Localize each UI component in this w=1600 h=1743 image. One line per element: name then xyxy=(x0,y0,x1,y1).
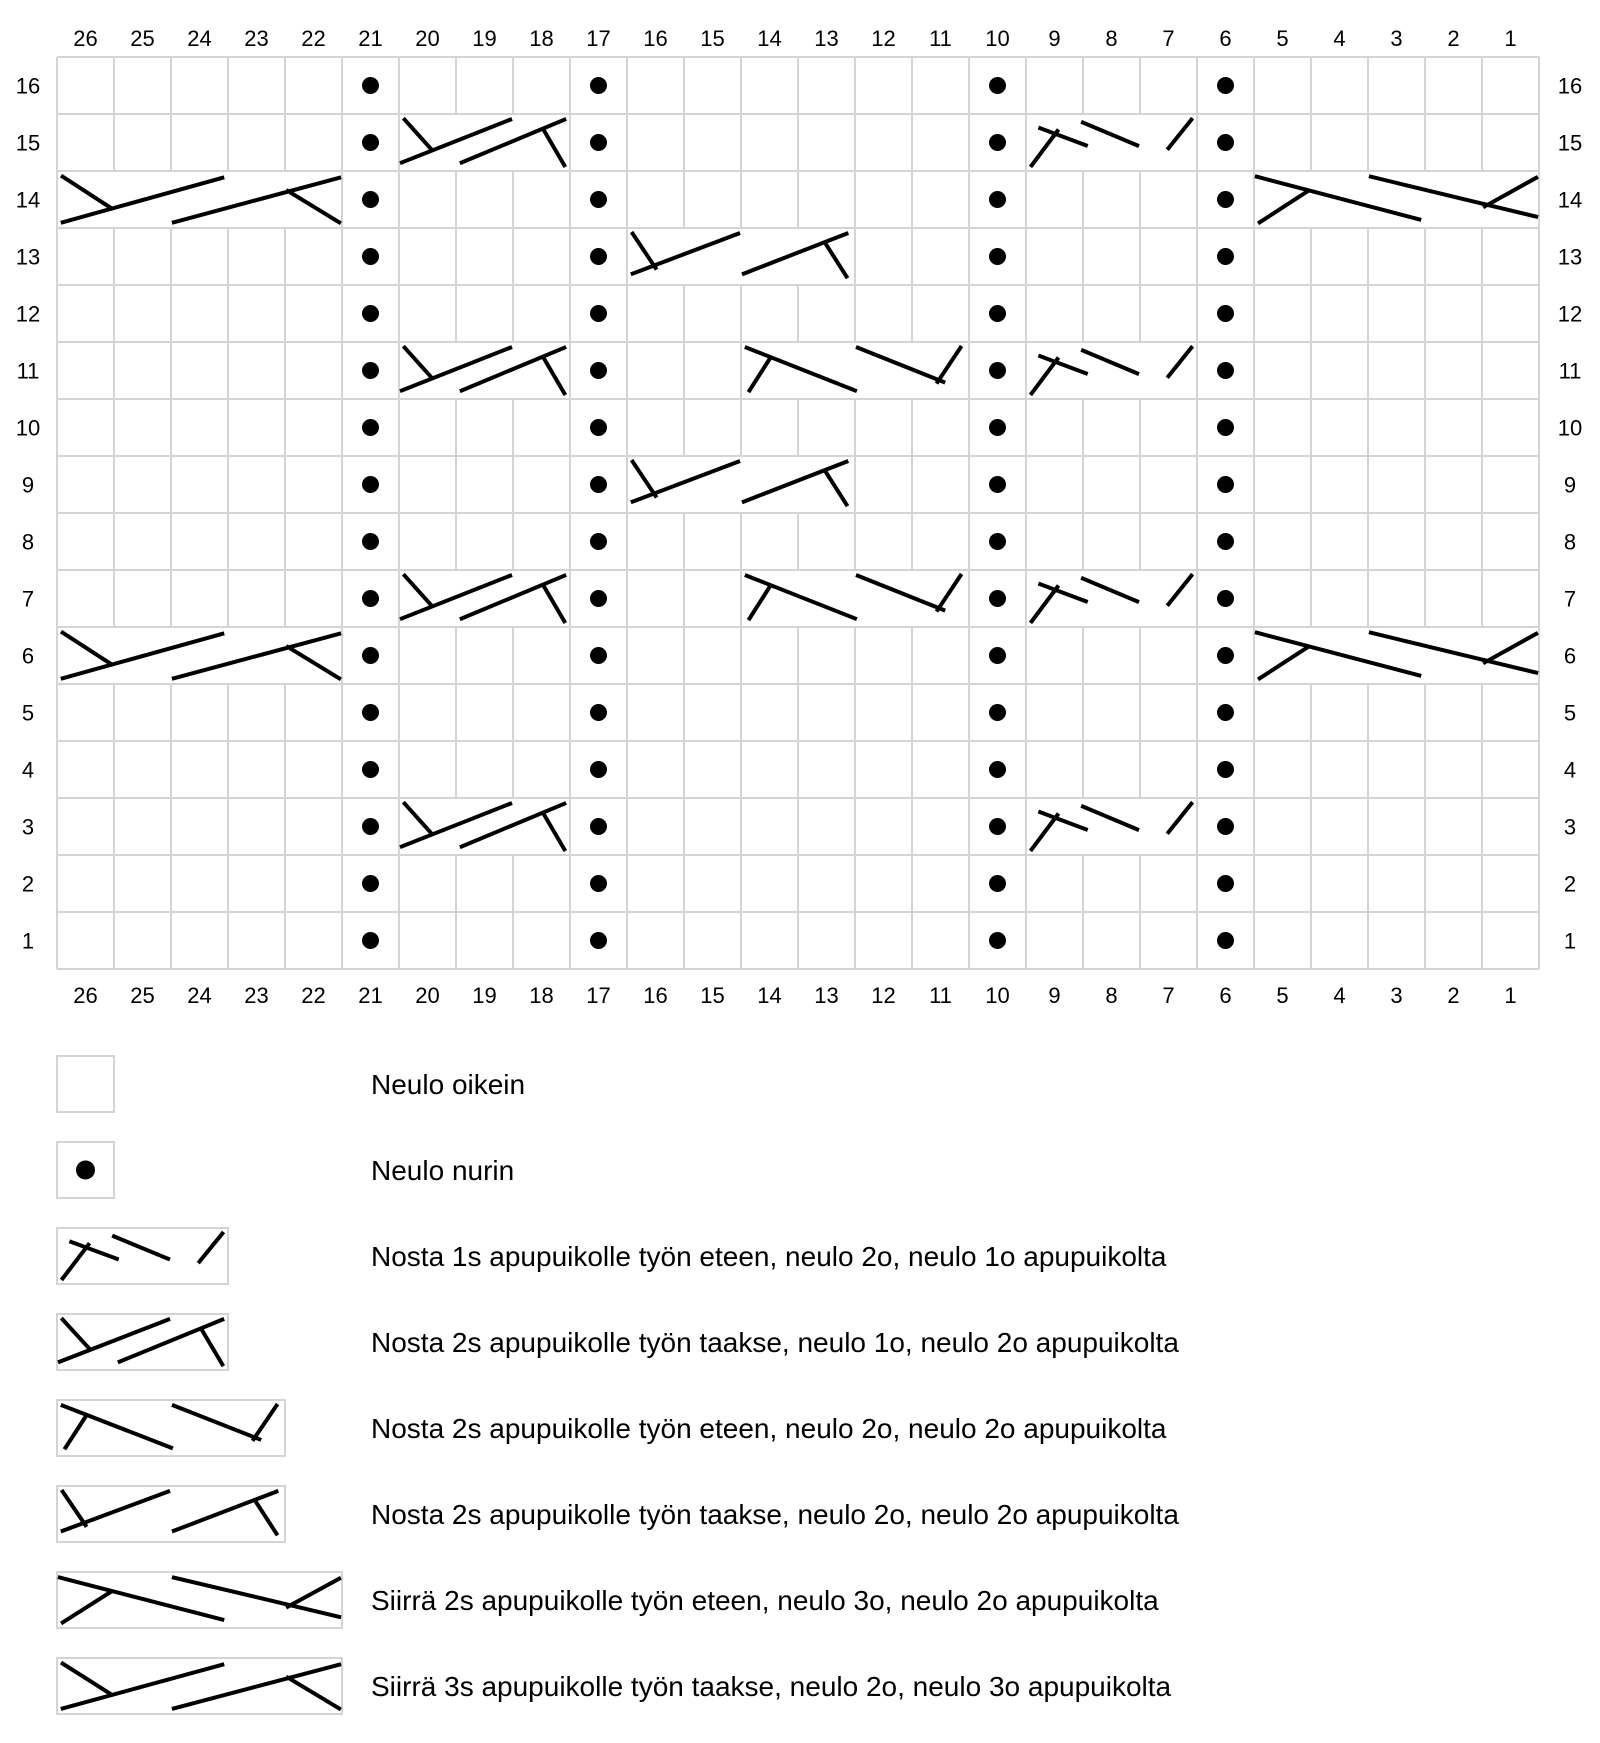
column-label-bottom: 16 xyxy=(643,983,668,1008)
column-label-top: 20 xyxy=(415,26,440,51)
column-label-bottom: 14 xyxy=(757,983,782,1008)
column-label-top: 14 xyxy=(757,26,782,51)
column-label-top: 22 xyxy=(301,26,326,51)
row-label-right: 12 xyxy=(1557,301,1583,327)
cable-c23r xyxy=(58,172,341,227)
legend-text: Siirrä 3s apupuikolle työn taakse, neulo 2o, neulo 3o apupuikolta xyxy=(371,1671,1172,1702)
purl-dot xyxy=(989,818,1006,835)
row-label-left: 3 xyxy=(21,814,35,840)
column-label-bottom: 18 xyxy=(529,983,554,1008)
purl-dot xyxy=(1217,533,1234,550)
purl-dot xyxy=(989,761,1006,778)
purl-dot xyxy=(989,305,1006,322)
row-label-right: 13 xyxy=(1557,244,1583,270)
legend-item-c12r xyxy=(57,1314,1179,1370)
purl-dot xyxy=(590,77,607,94)
legend-item-c22r xyxy=(57,1486,1179,1542)
row-label-right: 11 xyxy=(1558,358,1582,384)
purl-dot xyxy=(362,875,379,892)
purl-dot xyxy=(590,761,607,778)
purl-dot xyxy=(590,476,607,493)
column-label-top: 25 xyxy=(130,26,155,51)
purl-dot xyxy=(989,647,1006,664)
column-label-top: 5 xyxy=(1276,26,1289,51)
purl-dot xyxy=(362,134,379,151)
legend-text: Siirrä 2s apupuikolle työn eteen, neulo 3o, neulo 2o apupuikolta xyxy=(371,1585,1159,1616)
row-label-left: 10 xyxy=(15,415,41,441)
row-label-left: 12 xyxy=(15,301,41,327)
column-label-top: 15 xyxy=(700,26,725,51)
row-label-left: 2 xyxy=(21,871,35,897)
cable-cell-background xyxy=(628,229,854,284)
purl-dot xyxy=(989,77,1006,94)
column-label-top: 6 xyxy=(1219,26,1232,51)
purl-dot xyxy=(362,533,379,550)
purl-dot xyxy=(989,704,1006,721)
row-label-right: 1 xyxy=(1563,928,1577,954)
purl-dot xyxy=(989,590,1006,607)
column-label-bottom: 23 xyxy=(244,983,269,1008)
legend-text: Nosta 2s apupuikolle työn eteen, neulo 2o, neulo 2o apupuikolta xyxy=(371,1413,1167,1444)
purl-dot xyxy=(1217,305,1234,322)
purl-dot xyxy=(989,362,1006,379)
cable-c12l xyxy=(1027,115,1196,170)
legend-item-c23r xyxy=(57,1658,1172,1714)
column-label-bottom: 7 xyxy=(1162,983,1175,1008)
column-label-top: 21 xyxy=(358,26,383,51)
purl-dot xyxy=(989,191,1006,208)
purl-dot xyxy=(590,248,607,265)
column-label-top: 7 xyxy=(1162,26,1175,51)
purl-dot xyxy=(1217,248,1234,265)
purl-dot xyxy=(590,533,607,550)
purl-dot xyxy=(590,419,607,436)
row-label-left: 15 xyxy=(15,130,41,156)
purl-dot xyxy=(590,704,607,721)
legend-item-purl xyxy=(57,1142,514,1198)
row-label-right: 16 xyxy=(1557,73,1583,99)
column-label-top: 4 xyxy=(1333,26,1346,51)
cable-c12r xyxy=(400,343,569,398)
purl-dot xyxy=(590,818,607,835)
cable-c22l xyxy=(742,343,968,398)
column-label-top: 13 xyxy=(814,26,839,51)
column-label-bottom: 11 xyxy=(929,983,952,1008)
row-label-left: 14 xyxy=(15,187,41,213)
purl-dot xyxy=(1217,932,1234,949)
purl-dot xyxy=(989,248,1006,265)
purl-dot xyxy=(590,590,607,607)
cable-c23l xyxy=(1255,628,1538,683)
column-label-top: 26 xyxy=(73,26,98,51)
purl-dot xyxy=(362,191,379,208)
row-label-left: 4 xyxy=(21,757,35,783)
legend-text: Nosta 1s apupuikolle työn eteen, neulo 2o, neulo 1o apupuikolta xyxy=(371,1241,1167,1272)
row-label-left: 13 xyxy=(15,244,41,270)
cable-c12l xyxy=(1027,343,1196,398)
row-label-right: 5 xyxy=(1563,700,1577,726)
column-label-bottom: 6 xyxy=(1219,983,1232,1008)
purl-dot xyxy=(590,305,607,322)
row-label-right: 14 xyxy=(1557,187,1583,213)
cable-c23l xyxy=(1255,172,1538,227)
column-label-top: 12 xyxy=(871,26,896,51)
column-label-bottom: 12 xyxy=(871,983,896,1008)
column-label-bottom: 15 xyxy=(700,983,725,1008)
row-label-left: 7 xyxy=(21,586,35,612)
row-label-right: 15 xyxy=(1557,130,1583,156)
row-label-right: 6 xyxy=(1563,643,1577,669)
purl-dot xyxy=(1217,476,1234,493)
legend-item-c12l xyxy=(57,1228,1167,1284)
purl-dot xyxy=(1217,818,1234,835)
purl-dot xyxy=(1217,362,1234,379)
column-label-top: 11 xyxy=(929,26,952,51)
row-label-left: 16 xyxy=(15,73,41,99)
purl-dot xyxy=(989,419,1006,436)
column-label-top: 16 xyxy=(643,26,668,51)
purl-dot xyxy=(362,248,379,265)
row-label-right: 8 xyxy=(1563,529,1577,555)
legend-text: Nosta 2s apupuikolle työn taakse, neulo 2o, neulo 2o apupuikolta xyxy=(371,1499,1179,1530)
purl-dot xyxy=(1217,647,1234,664)
cable-c22r xyxy=(628,229,854,284)
purl-dot xyxy=(590,647,607,664)
cable-c23r xyxy=(58,628,341,683)
column-label-bottom: 20 xyxy=(415,983,440,1008)
legend-item-knit xyxy=(57,1056,525,1112)
purl-dot xyxy=(1217,875,1234,892)
purl-dot xyxy=(362,647,379,664)
purl-dot xyxy=(989,533,1006,550)
purl-dot xyxy=(1217,191,1234,208)
column-label-top: 3 xyxy=(1390,26,1403,51)
column-label-top: 19 xyxy=(472,26,497,51)
legend-item-c22l xyxy=(57,1400,1167,1456)
column-label-bottom: 21 xyxy=(358,983,383,1008)
cable-c22l xyxy=(742,571,968,626)
column-label-bottom: 22 xyxy=(301,983,326,1008)
row-label-right: 3 xyxy=(1563,814,1577,840)
cable-cell-background xyxy=(628,457,854,512)
column-label-bottom: 24 xyxy=(187,983,212,1008)
cable-c12l xyxy=(1027,571,1196,626)
purl-dot xyxy=(989,134,1006,151)
column-label-top: 18 xyxy=(529,26,554,51)
column-label-top: 10 xyxy=(985,26,1010,51)
purl-dot xyxy=(362,305,379,322)
purl-dot xyxy=(590,875,607,892)
purl-dot xyxy=(1217,761,1234,778)
column-label-bottom: 8 xyxy=(1105,983,1118,1008)
column-label-top: 24 xyxy=(187,26,212,51)
column-label-bottom: 26 xyxy=(73,983,98,1008)
column-label-bottom: 17 xyxy=(586,983,611,1008)
legend-symbol-box xyxy=(57,1486,285,1542)
legend-item-c23l xyxy=(57,1572,1159,1628)
purl-dot xyxy=(590,134,607,151)
row-label-right: 4 xyxy=(1563,757,1577,783)
column-label-bottom: 4 xyxy=(1333,983,1346,1008)
column-label-bottom: 1 xyxy=(1504,983,1517,1008)
purl-dot xyxy=(362,818,379,835)
cable-c22r xyxy=(628,457,854,512)
legend xyxy=(57,1056,1179,1714)
row-label-left: 11 xyxy=(16,358,40,384)
column-label-top: 9 xyxy=(1048,26,1061,51)
cable-c12l xyxy=(1027,799,1196,854)
purl-dot xyxy=(362,77,379,94)
row-label-left: 5 xyxy=(21,700,35,726)
purl-dot xyxy=(362,590,379,607)
column-label-bottom: 25 xyxy=(130,983,155,1008)
column-label-top: 8 xyxy=(1105,26,1118,51)
column-label-top: 17 xyxy=(586,26,611,51)
column-label-bottom: 13 xyxy=(814,983,839,1008)
purl-dot xyxy=(362,932,379,949)
column-label-top: 1 xyxy=(1504,26,1517,51)
purl-dot xyxy=(1217,419,1234,436)
purl-dot xyxy=(989,476,1006,493)
purl-dot xyxy=(989,932,1006,949)
purl-dot xyxy=(76,1161,95,1180)
purl-dot xyxy=(1217,134,1234,151)
cable-c12r xyxy=(400,115,569,170)
purl-dot xyxy=(1217,77,1234,94)
column-label-bottom: 2 xyxy=(1447,983,1460,1008)
cable-c12r xyxy=(400,799,569,854)
purl-dot xyxy=(590,932,607,949)
purl-dot xyxy=(1217,590,1234,607)
legend-text: Nosta 2s apupuikolle työn taakse, neulo 1o, neulo 2o apupuikolta xyxy=(371,1327,1179,1358)
purl-dot xyxy=(362,419,379,436)
column-label-top: 2 xyxy=(1447,26,1460,51)
purl-dot xyxy=(362,704,379,721)
row-label-right: 7 xyxy=(1563,586,1577,612)
row-label-left: 8 xyxy=(21,529,35,555)
purl-dot xyxy=(362,761,379,778)
purl-dot xyxy=(989,875,1006,892)
legend-symbol-box xyxy=(57,1056,114,1112)
column-label-top: 23 xyxy=(244,26,269,51)
purl-dot xyxy=(590,191,607,208)
row-label-left: 6 xyxy=(21,643,35,669)
column-label-bottom: 10 xyxy=(985,983,1010,1008)
legend-text: Neulo oikein xyxy=(371,1069,526,1100)
legend-text: Neulo nurin xyxy=(371,1155,515,1186)
row-label-left: 1 xyxy=(21,928,35,954)
purl-dot xyxy=(362,362,379,379)
column-label-bottom: 19 xyxy=(472,983,497,1008)
purl-dot xyxy=(1217,704,1234,721)
column-label-bottom: 9 xyxy=(1048,983,1061,1008)
row-label-right: 10 xyxy=(1557,415,1583,441)
cable-c12r xyxy=(400,571,569,626)
row-label-right: 2 xyxy=(1563,871,1577,897)
column-label-bottom: 5 xyxy=(1276,983,1289,1008)
column-label-bottom: 3 xyxy=(1390,983,1403,1008)
row-label-right: 9 xyxy=(1563,472,1577,498)
purl-dot xyxy=(590,362,607,379)
purl-dot xyxy=(362,476,379,493)
row-label-left: 9 xyxy=(21,472,35,498)
